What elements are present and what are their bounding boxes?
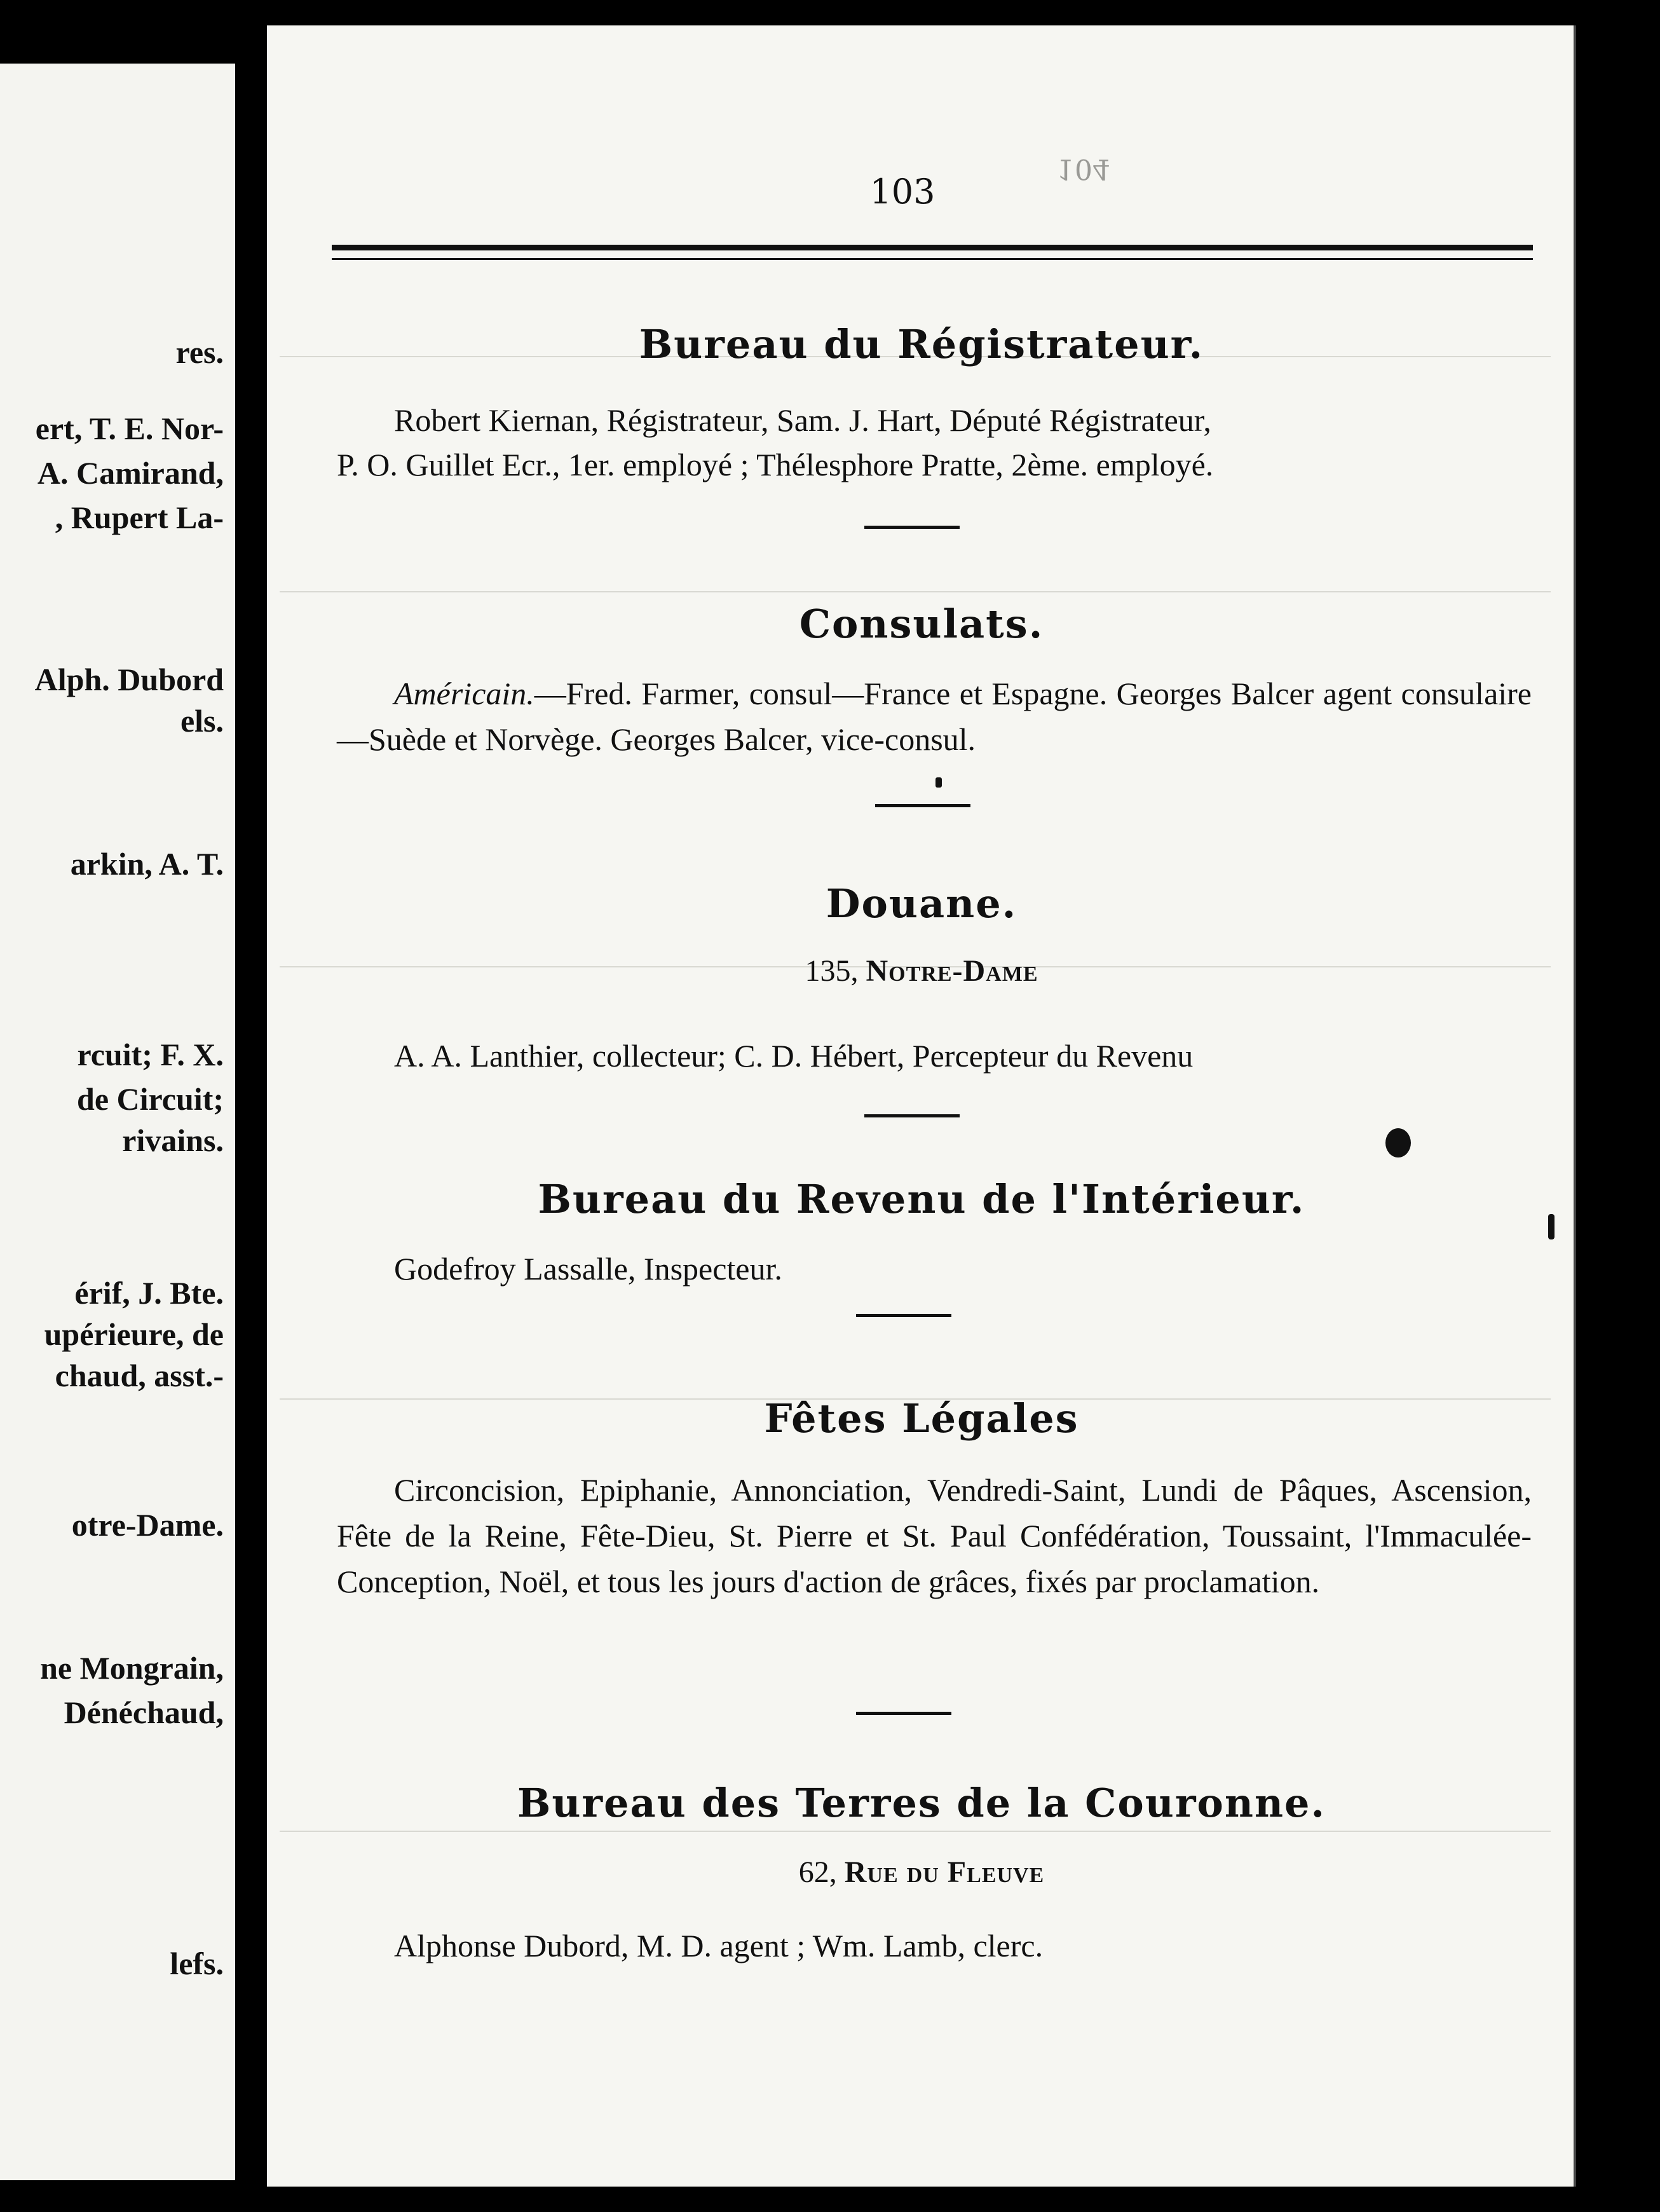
revenu-text: Godefroy Lassalle, Inspecteur. [394,1251,782,1287]
page-number: 103 [869,172,935,212]
consulats-lead: Américain. [394,676,534,711]
previous-page-edge [0,64,237,2180]
previous-page-text: Alph. Dubord [34,662,224,697]
previous-page-text: otre-Dame. [71,1507,224,1543]
previous-page-text: els. [180,703,224,739]
douane-address-number: 135, [805,954,859,988]
douane-address [267,953,1576,988]
registrateur-line-2: P. O. Guillet Ecr., 1er. employé ; Thélesphore Pratte, 2ème. employé. [337,447,1214,482]
douane-text: A. A. Lanthier, collecteur; C. D. Hébert, Percepteur du Revenu [394,1038,1194,1074]
bleed-through [280,1831,1551,1832]
previous-page-text: res. [175,334,224,370]
previous-page-text: ert, T. E. Nor- [35,411,224,446]
bleed-through [280,591,1551,592]
consulats-text [337,671,1532,762]
previous-page-text: de Circuit; [77,1081,224,1117]
ink-mark [935,777,942,788]
previous-page-text: A. Camirand, [37,455,224,491]
section-title-terres: Bureau des Terres de la Couronne. [517,1780,1326,1826]
header-rule [332,258,1533,260]
previous-page-text: , Rupert La- [55,500,224,535]
terres-address-street: Rue du Fleuve [844,1855,1045,1889]
previous-page-text: rcuit; F. X. [77,1037,224,1072]
terres-text: Alphonse Dubord, M. D. agent ; Wm. Lamb, clerc. [394,1928,1044,1963]
section-divider [864,1114,960,1117]
previous-page-text: Dénéchaud, [64,1695,224,1730]
page [267,25,1576,2187]
section-title-douane: Douane. [826,880,1017,927]
section-title-revenu: Bureau du Revenu de l'Intérieur. [538,1176,1305,1222]
fetes-text: Circoncision, Epiphanie, Annonciation, Vendredi-Saint, Lundi de Pâques, Ascension, Fête de la Reine, Fête-Dieu, St. Pierre et St. Paul Confédération, Toussaint, l'Immaculée-Conception, Noël, et tous les jours d'action de grâces, fixés par proclamation. [337,1472,1532,1599]
section-title-fetes: Fêtes Légales [764,1395,1079,1442]
section-title-consulats: Consulats. [799,601,1044,647]
header-rule [332,245,1533,250]
previous-page-text: rivains. [122,1123,224,1158]
registrateur-line-1: Robert Kiernan, Régistrateur, Sam. J. Hart, Député Régistrateur, [394,402,1211,438]
section-divider [856,1712,951,1715]
ink-blot [1385,1128,1411,1157]
previous-page-text: arkin, A. T. [70,846,224,882]
terres-address-number: 62, [798,1855,837,1889]
previous-page-text: upérieure, de [44,1316,224,1352]
douane-address-street: Notre-Dame [866,954,1038,988]
previous-page-text: lefs. [170,1946,224,1981]
terres-address [267,1855,1576,1890]
section-title-registrateur: Bureau du Régistrateur. [639,321,1204,367]
previous-page-text: ne Mongrain, [40,1650,224,1686]
section-divider [856,1314,951,1317]
consulats-body: —Fred. Farmer, consul—France et Espagne. Georges Balcer agent consulaire—Suède et Norvège. Georges Balcer, vice-consul. [337,676,1532,757]
bleed-through-page-number: 104 [1057,153,1110,185]
previous-page-text: érif, J. Bte. [74,1275,224,1311]
section-divider [875,804,970,807]
section-divider [864,526,960,529]
previous-page-text: chaud, asst.- [55,1358,224,1393]
page-gutter [235,0,267,2212]
